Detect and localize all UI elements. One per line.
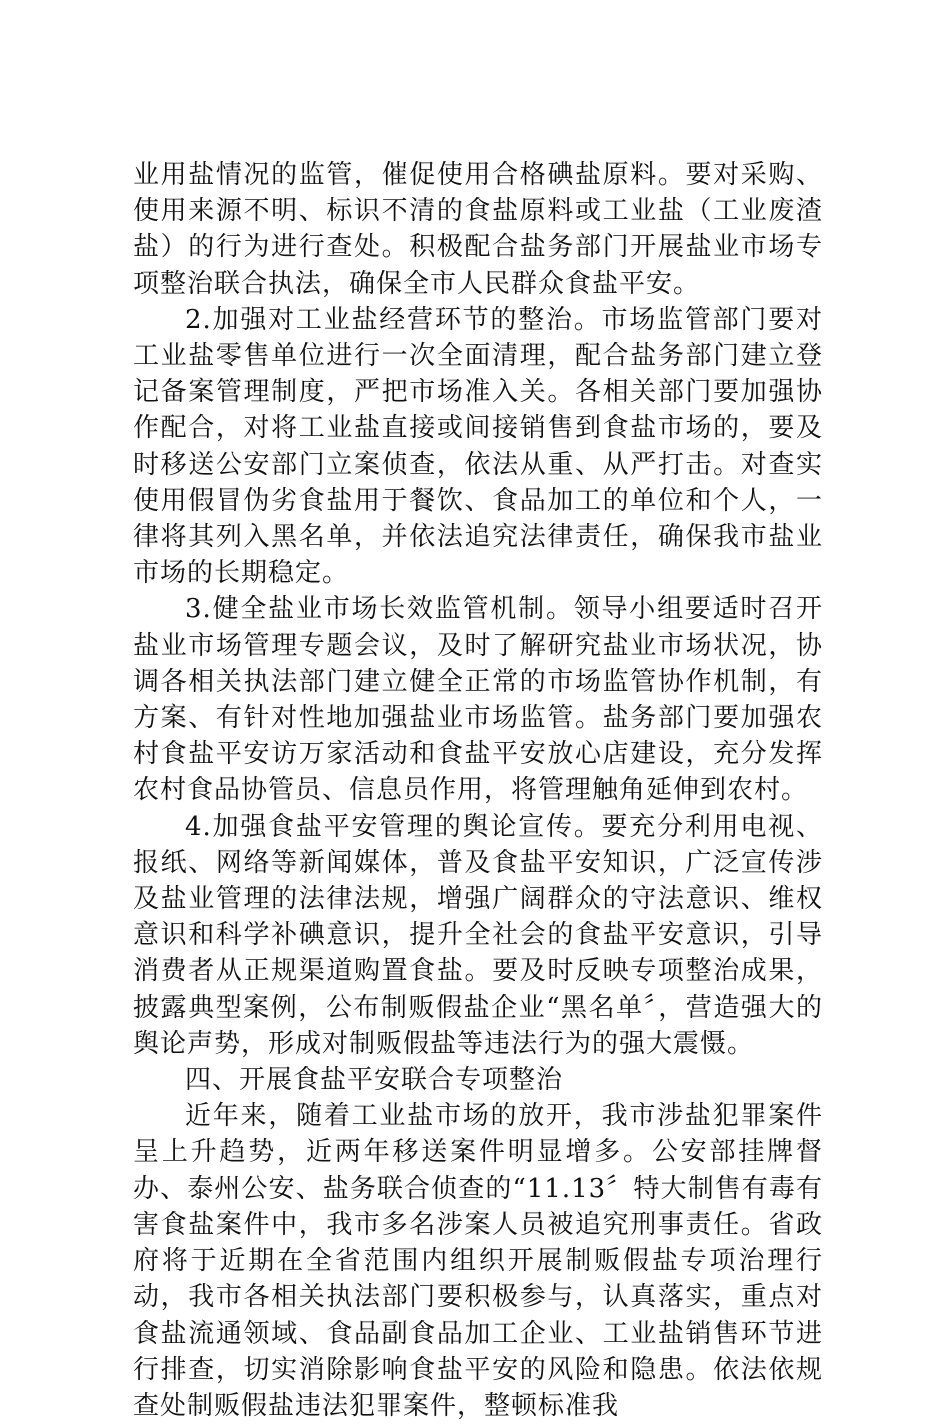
paragraph-item-2: 2.加强对工业盐经营环节的整治。市场监管部门要对工业盐零售单位进行一次全面清理，配合盐务部门建立登记备案管理制度，严把市场准入关。各相关部门要加强协作配合，对将工业盐直接或间接销售到食盐市场的，要及时移送公安部门立案侦查，依法从重、从严打击。对查实使用假冒伪劣食盐用于餐饮、食品加工的单位和个人，一律将其列入黑名单，并依法追究法律责任，确保我市盐业市场的长期稳定。 <box>133 304 823 589</box>
paragraph-item-4: 4.加强食盐平安管理的舆论宣传。要充分利用电视、报纸、网络等新闻媒体，普及食盐平安知识，广泛宣传涉及盐业管理的法律法规，增强广阔群众的守法意识、维权意识和科学补碘意识，提升全社会的食盐平安意识，引导消费者从正规渠道购置食盐。要及时反映专项整治成果，披露典型案例，公布制贩假盐企业“黑名单〞，营造强大的舆论声势，形成对制贩假盐等违法行为的强大震慑。 <box>133 811 823 1059</box>
section-heading: 四、开展食盐平安联合专项整治 <box>185 1065 564 1096</box>
paragraph-section-intro: 近年来，随着工业盐市场的放开，我市涉盐犯罪案件呈上升趋势，近两年移送案件明显增多。公安部挂牌督办、泰州公安、盐务联合侦查的“11.13〞特大制售有毒有害食盐案件中，我市多名涉案人员被追究刑事责任。省政府将于近期在全省范围内组织开展制贩假盐专项治理行动，我市各相关执法部门要积极参与，认真落实，重点对食盐流通领域、食品副食品加工企业、工业盐销售环节进行排查，切实消除影响食盐平安的风险和隐患。依法依规查处制贩假盐违法犯罪案件，整顿标准我 <box>133 1101 823 1421</box>
paragraph-item-3: 3.健全盐业市场长效监管机制。领导小组要适时召开盐业市场管理专题会议，及时了解研究盐业市场状况，协调各相关执法部门建立健全正常的市场监管协作机制，有方案、有针对性地加强盐业市场监管。盐务部门要加强农村食盐平安访万家活动和食盐平安放心店建设，充分发挥农村食品协管员、信息员作用，将管理触角延伸到农村。 <box>133 594 823 806</box>
document-body <box>133 157 823 1424</box>
paragraph-continued: 业用盐情况的监管，催促使用合格碘盐原料。要对采购、使用来源不明、标识不清的食盐原料或工业盐（工业废渣盐）的行为进行查处。积极配合盐务部门开展盐业市场专项整治联合执法，确保全市人民群众食盐平安。 <box>133 160 823 299</box>
